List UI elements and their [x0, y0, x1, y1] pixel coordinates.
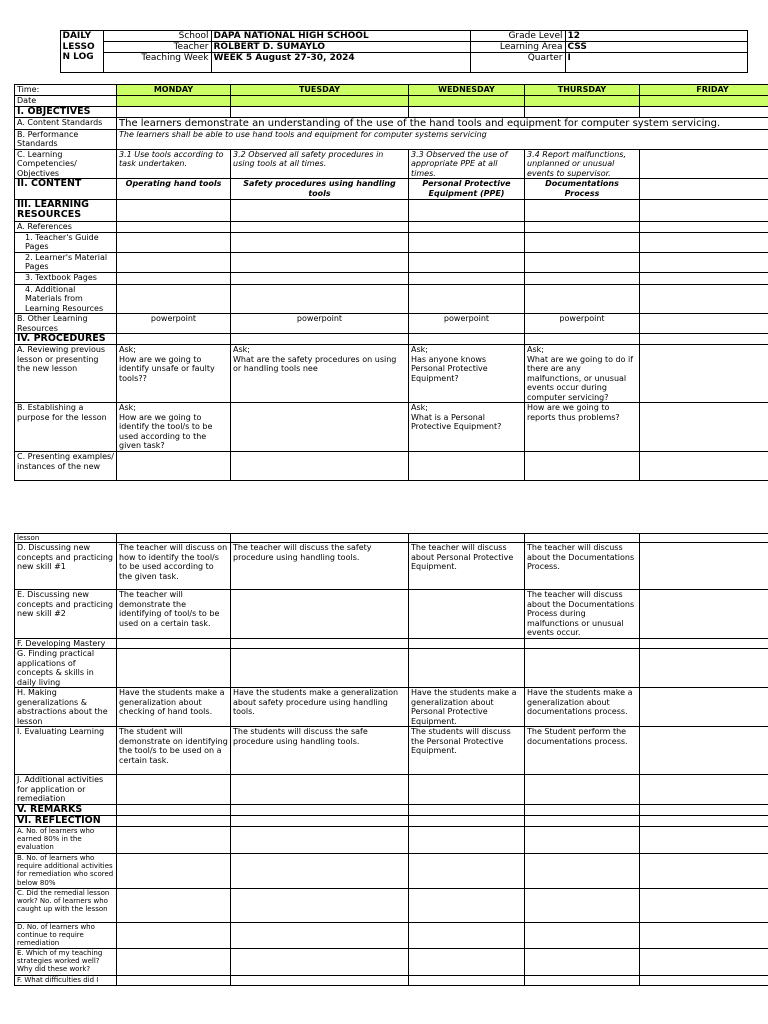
proc-a-tuesday: Ask; What are the safety procedures on using or handling tools nee	[231, 345, 409, 403]
blank-cell	[525, 649, 640, 688]
quarter-value: I	[565, 53, 747, 73]
week-value: WEEK 5 August 27-30, 2024	[211, 53, 470, 73]
blank-cell	[231, 232, 409, 252]
content-monday: Operating hand tools	[117, 179, 231, 200]
reflection-e-label: E. Which of my teaching strategies worked well? Why did these work?	[15, 948, 117, 975]
logo-area	[14, 31, 60, 73]
reflection-a-label: A. No. of learners who earned 80% in the evaluation	[15, 826, 117, 853]
proc-e-thursday: The teacher will discuss about the Documentations Process during malfunctions or unusual events occur.	[525, 590, 640, 639]
blank-cell	[409, 232, 525, 252]
blank-cell	[409, 272, 525, 284]
proc-b-label: B. Establishing a purpose for the lesson	[15, 403, 117, 452]
blank-cell	[640, 200, 768, 222]
resource-thursday: powerpoint	[525, 314, 640, 334]
proc-i-thursday: The Student perform the documentations process.	[525, 727, 640, 775]
blank-cell	[231, 649, 409, 688]
blank-cell	[231, 272, 409, 284]
proc-i-label: I. Evaluating Learning	[15, 727, 117, 775]
blank-cell	[525, 452, 640, 481]
proc-e-monday: The teacher will demonstrate the identifying of tool/s to be used on a certain task.	[117, 590, 231, 639]
area-label: Learning Area	[470, 42, 565, 53]
blank-cell	[231, 775, 409, 805]
proc-f-label: F. Developing Mastery	[15, 638, 117, 649]
day-friday: FRIDAY	[640, 85, 768, 96]
blank-cell	[525, 284, 640, 314]
blank-cell	[231, 222, 409, 233]
proc-e-wednesday	[409, 590, 525, 639]
blank-cell	[409, 888, 525, 922]
blank-cell	[409, 222, 525, 233]
proc-d-friday	[640, 543, 768, 590]
blank-cell	[231, 284, 409, 314]
teacher-label: Teacher	[103, 42, 211, 53]
blank-cell	[525, 804, 640, 815]
reflection-f-label: F. What difficulties did I	[15, 975, 117, 985]
competency-monday: 3.1 Use tools according to task undertaken.	[117, 149, 231, 179]
proc-a-monday: Ask; How are we going to identify unsafe or faulty tools??	[117, 345, 231, 403]
blank-cell	[640, 334, 768, 345]
blank-cell	[525, 948, 640, 975]
blank-cell	[117, 775, 231, 805]
blank-cell	[117, 638, 231, 649]
additional-materials-label: 4. Additional Materials from Learning Resources	[15, 284, 117, 314]
proc-h-wednesday: Have the students make a generalization about Personal Protective Equipment.	[409, 688, 525, 727]
proc-b-friday	[640, 403, 768, 452]
blank-cell	[117, 284, 231, 314]
blank-cell	[117, 922, 231, 948]
proc-b-wednesday: Ask; What is a Personal Protective Equipment?	[409, 403, 525, 452]
proc-a-thursday: Ask; What are we going to do if there are any malfunctions, or unusual events occur during computer servicing?	[525, 345, 640, 403]
blank-cell	[640, 638, 768, 649]
blank-cell	[117, 452, 231, 481]
proc-d-label: D. Discussing new concepts and practicing new skill #1	[15, 543, 117, 590]
blank-cell	[409, 815, 525, 826]
blank-cell	[231, 975, 409, 985]
proc-a-friday	[640, 345, 768, 403]
blank-cell	[409, 649, 525, 688]
blank-cell	[525, 232, 640, 252]
blank-cell	[640, 826, 768, 853]
blank-cell	[117, 888, 231, 922]
blank-cell	[231, 853, 409, 888]
section-reflection: VI. REFLECTION	[15, 815, 117, 826]
proc-a-label: A. Reviewing previous lesson or presenting the new lesson	[15, 345, 117, 403]
blank-cell	[409, 534, 525, 543]
proc-h-thursday: Have the students make a generalization about documentations process.	[525, 688, 640, 727]
proc-d-tuesday: The teacher will discuss the safety procedure using handling tools.	[231, 543, 409, 590]
other-resources-label: B. Other Learning Resources	[15, 314, 117, 334]
doc-title: DAILY LESSO N LOG	[60, 31, 103, 73]
date-cell[interactable]	[117, 96, 231, 107]
school-label: School	[103, 31, 211, 42]
proc-g-label: G. Finding practical applications of concepts & skills in daily living	[15, 649, 117, 688]
blank-cell	[117, 948, 231, 975]
proc-b-monday: Ask; How are we going to identify the tool/s to be used according to the given task?	[117, 403, 231, 452]
resource-wednesday: powerpoint	[409, 314, 525, 334]
blank-cell	[409, 804, 525, 815]
school-value: DAPA NATIONAL HIGH SCHOOL	[211, 31, 470, 42]
blank-cell	[525, 638, 640, 649]
blank-cell	[409, 284, 525, 314]
blank-cell	[117, 826, 231, 853]
proc-d-monday: The teacher will discuss on how to identify the tool/s to be used according to the given task.	[117, 543, 231, 590]
performance-standard-text: The learners shall be able to use hand tools and equipment for computer systems servicing	[117, 129, 768, 149]
reflection-d-label: D. No. of learners who continue to require remediation	[15, 922, 117, 948]
proc-d-thursday: The teacher will discuss about the Documentations Process.	[525, 543, 640, 590]
blank-cell	[640, 649, 768, 688]
performance-standards-label: B. Performance Standards	[15, 129, 117, 149]
proc-h-tuesday: Have the students make a generalization about safety procedure using handling tools.	[231, 688, 409, 727]
date-label: Date	[15, 96, 117, 107]
blank-cell	[640, 804, 768, 815]
resource-tuesday: powerpoint	[231, 314, 409, 334]
blank-cell	[525, 888, 640, 922]
blank-cell	[640, 284, 768, 314]
competencies-label: C. Learning Competencies/ Objectives	[15, 149, 117, 179]
date-cell[interactable]	[525, 96, 640, 107]
blank-cell	[525, 775, 640, 805]
proc-i-wednesday: The students will discuss the Personal Protective Equipment.	[409, 727, 525, 775]
blank-cell	[409, 106, 525, 117]
textbook-label: 3. Textbook Pages	[15, 272, 117, 284]
blank-cell	[117, 334, 231, 345]
blank-cell	[640, 534, 768, 543]
competency-tuesday: 3.2 Observed all safety procedures in using tools at all times.	[231, 149, 409, 179]
time-label: Time:	[15, 85, 117, 96]
area-value: CSS	[565, 42, 747, 53]
proc-b-tuesday	[231, 403, 409, 452]
day-wednesday: WEDNESDAY	[409, 85, 525, 96]
blank-cell	[640, 815, 768, 826]
competency-friday	[640, 149, 768, 179]
blank-cell	[525, 272, 640, 284]
content-friday	[640, 179, 768, 200]
proc-j-label: J. Additional activities for application or remediation	[15, 775, 117, 805]
blank-cell	[525, 922, 640, 948]
blank-cell	[117, 804, 231, 815]
blank-cell	[231, 638, 409, 649]
proc-a-wednesday: Ask; Has anyone knows Personal Protective Equipment?	[409, 345, 525, 403]
blank-cell	[409, 975, 525, 985]
resource-monday: powerpoint	[117, 314, 231, 334]
blank-cell	[525, 334, 640, 345]
competency-thursday: 3.4 Report malfunctions, unplanned or unusual events to supervisor.	[525, 149, 640, 179]
blank-cell	[525, 106, 640, 117]
blank-cell	[117, 815, 231, 826]
blank-cell	[231, 334, 409, 345]
proc-e-tuesday	[231, 590, 409, 639]
blank-cell	[231, 200, 409, 222]
competency-wednesday: 3.3 Observed the use of appropriate PPE at all times.	[409, 149, 525, 179]
blank-cell	[640, 232, 768, 252]
blank-cell	[231, 452, 409, 481]
proc-e-friday	[640, 590, 768, 639]
proc-i-friday	[640, 727, 768, 775]
blank-cell	[525, 853, 640, 888]
blank-cell	[640, 975, 768, 985]
proc-d-wednesday: The teacher will discuss about Personal Protective Equipment.	[409, 543, 525, 590]
reflection-b-label: B. No. of learners who require additional activities for remediation who scored below 80%	[15, 853, 117, 888]
blank-cell	[409, 775, 525, 805]
section-content: II. CONTENT	[15, 179, 117, 200]
blank-cell	[117, 534, 231, 543]
blank-cell	[640, 922, 768, 948]
blank-cell	[525, 534, 640, 543]
blank-cell	[231, 534, 409, 543]
blank-cell	[640, 272, 768, 284]
date-cell[interactable]	[409, 96, 525, 107]
blank-cell	[231, 888, 409, 922]
proc-h-friday	[640, 688, 768, 727]
section-remarks: V. REMARKS	[15, 804, 117, 815]
blank-cell	[640, 452, 768, 481]
section-objectives: I. OBJECTIVES	[15, 106, 117, 117]
blank-cell	[231, 826, 409, 853]
content-standard-text: The learners demonstrate an understanding of the use of the hand tools and equipment for computer system servicing.	[117, 117, 768, 129]
proc-h-monday: Have the students make a generalization about checking of hand tools.	[117, 688, 231, 727]
day-monday: MONDAY	[117, 85, 231, 96]
proc-c-label: C. Presenting examples/ instances of the new	[15, 452, 117, 481]
blank-cell	[117, 232, 231, 252]
blank-cell	[640, 222, 768, 233]
day-tuesday: TUESDAY	[231, 85, 409, 96]
proc-i-tuesday: The students will discuss the safe procedure using handling tools.	[231, 727, 409, 775]
proc-c-label-continued: lesson	[15, 534, 117, 543]
resource-friday	[640, 314, 768, 334]
blank-cell	[231, 106, 409, 117]
blank-cell	[640, 948, 768, 975]
proc-i-monday: The student will demonstrate on identifying the tool/s to be used on a certain task.	[117, 727, 231, 775]
blank-cell	[525, 975, 640, 985]
blank-cell	[640, 106, 768, 117]
blank-cell	[409, 922, 525, 948]
lesson-table-part1	[14, 84, 768, 481]
teacher-value: ROLBERT D. SUMAYLO	[211, 42, 470, 53]
blank-cell	[117, 222, 231, 233]
blank-cell	[117, 252, 231, 272]
content-tuesday: Safety procedures using handling tools	[231, 179, 409, 200]
blank-cell	[640, 853, 768, 888]
blank-cell	[525, 222, 640, 233]
blank-cell	[117, 975, 231, 985]
blank-cell	[117, 272, 231, 284]
blank-cell	[409, 826, 525, 853]
blank-cell	[525, 200, 640, 222]
blank-cell	[409, 948, 525, 975]
blank-cell	[409, 200, 525, 222]
blank-cell	[117, 106, 231, 117]
blank-cell	[117, 200, 231, 222]
blank-cell	[409, 853, 525, 888]
blank-cell	[231, 804, 409, 815]
lm-pages-label: 2. Learner's Material Pages	[15, 252, 117, 272]
proc-e-label: E. Discussing new concepts and practicing new skill #2	[15, 590, 117, 639]
blank-cell	[640, 888, 768, 922]
blank-cell	[117, 853, 231, 888]
blank-cell	[409, 252, 525, 272]
lesson-table-part2	[14, 533, 768, 986]
week-label: Teaching Week	[103, 53, 211, 73]
content-standards-label: A. Content Standards	[15, 117, 117, 129]
blank-cell	[231, 252, 409, 272]
reflection-c-label: C. Did the remedial lesson work? No. of learners who caught up with the lesson	[15, 888, 117, 922]
tg-pages-label: 1. Teacher's Guide Pages	[15, 232, 117, 252]
blank-cell	[409, 638, 525, 649]
blank-cell	[231, 815, 409, 826]
day-thursday: THURSDAY	[525, 85, 640, 96]
blank-cell	[640, 252, 768, 272]
quarter-label: Quarter	[470, 53, 565, 73]
blank-cell	[409, 452, 525, 481]
proc-h-label: H. Making generalizations & abstractions about the lesson	[15, 688, 117, 727]
date-cell[interactable]	[231, 96, 409, 107]
section-procedures: IV. PROCEDURES	[15, 334, 117, 345]
content-wednesday: Personal Protective Equipment (PPE)	[409, 179, 525, 200]
blank-cell	[640, 775, 768, 805]
header-table	[14, 30, 748, 73]
section-learning-resources: III. LEARNING RESOURCES	[15, 200, 117, 222]
proc-b-thursday: How are we going to reports thus problems?	[525, 403, 640, 452]
content-thursday: Documentations Process	[525, 179, 640, 200]
blank-cell	[525, 826, 640, 853]
grade-label: Grade Level	[470, 31, 565, 42]
blank-cell	[525, 815, 640, 826]
references-label: A. References	[15, 222, 117, 233]
date-cell[interactable]	[640, 96, 768, 107]
blank-cell	[231, 948, 409, 975]
blank-cell	[117, 649, 231, 688]
blank-cell	[525, 252, 640, 272]
blank-cell	[409, 334, 525, 345]
blank-cell	[231, 922, 409, 948]
grade-value: 12	[565, 31, 747, 42]
